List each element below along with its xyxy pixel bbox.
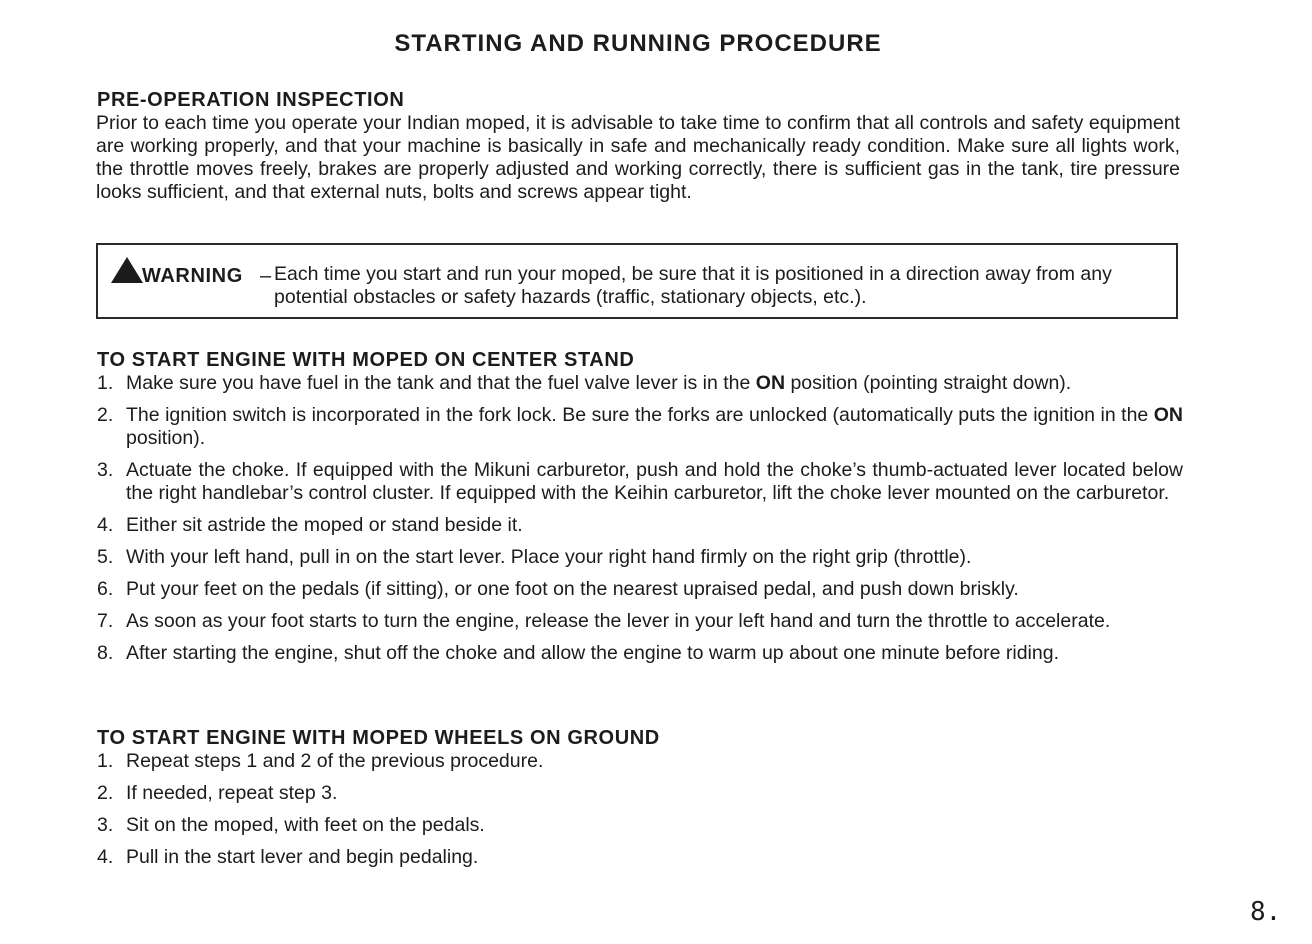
step-text: If needed, repeat step 3.	[126, 782, 338, 804]
warning-label: WARNING	[142, 265, 243, 287]
step-text: Either sit astride the moped or stand beside it.	[126, 514, 523, 536]
list-item	[97, 814, 1183, 837]
list-item	[97, 546, 1183, 569]
list-item	[97, 459, 1183, 505]
step-number: 1.	[97, 372, 114, 394]
warning-triangle-icon	[110, 256, 144, 284]
step-text: Pull in the start lever and begin pedaling.	[126, 846, 479, 868]
list-item	[97, 750, 1183, 773]
step-text-end: position (pointing straight down).	[785, 372, 1072, 394]
wheels-ground-steps	[97, 750, 1183, 869]
step-text: The ignition switch is incorporated in the fork lock. Be sure the forks are unlocked (automatically puts the ignition in the	[126, 404, 1154, 426]
warning-dash: –	[260, 265, 272, 287]
center-stand-steps	[97, 372, 1183, 665]
step-emphasis: ON	[755, 372, 786, 394]
step-text: As soon as your foot starts to turn the engine, release the lever in your left hand and turn the throttle to accelerate.	[126, 610, 1111, 632]
step-text: With your left hand, pull in on the start lever. Place your right hand firmly on the right grip (throttle).	[126, 546, 972, 568]
step-number: 8.	[97, 642, 114, 664]
step-text: Put your feet on the pedals (if sitting), or one foot on the nearest upraised pedal, and push down briskly.	[126, 578, 1019, 600]
step-number: 4.	[97, 514, 114, 536]
step-number: 1.	[97, 750, 114, 772]
list-item	[97, 578, 1183, 601]
step-number: 5.	[97, 546, 114, 568]
step-number: 3.	[97, 814, 114, 836]
step-text: Repeat steps 1 and 2 of the previous procedure.	[126, 750, 544, 772]
wheels-ground-heading: TO START ENGINE WITH MOPED WHEELS ON GROUND	[97, 727, 660, 749]
list-item	[97, 404, 1183, 450]
step-number: 2.	[97, 782, 114, 804]
list-item	[97, 846, 1183, 869]
list-item	[97, 610, 1183, 633]
center-stand-heading: TO START ENGINE WITH MOPED ON CENTER STAND	[97, 349, 635, 371]
warning-box	[96, 243, 1178, 319]
pre-operation-heading: PRE-OPERATION INSPECTION	[97, 89, 405, 111]
list-item	[97, 782, 1183, 805]
page-title: STARTING AND RUNNING PROCEDURE	[394, 30, 882, 57]
list-item	[97, 372, 1183, 395]
step-text-end: position).	[126, 427, 206, 449]
step-number: 2.	[97, 404, 114, 426]
step-number: 4.	[97, 846, 114, 868]
step-number: 6.	[97, 578, 114, 600]
step-text: Actuate the choke. If equipped with the Mikuni carburetor, push and hold the choke’s thumb-actuated lever located below the right handlebar’s control cluster. If equipped with the Keihin carburetor, lift the choke lever mounted on the carburetor.	[126, 459, 1183, 504]
step-number: 7.	[97, 610, 114, 632]
page-number: 8.	[1250, 897, 1282, 927]
step-text: Sit on the moped, with feet on the pedals.	[126, 814, 485, 836]
list-item	[97, 642, 1183, 665]
step-emphasis: ON	[1153, 404, 1183, 426]
pre-operation-paragraph: Prior to each time you operate your Indian moped, it is advisable to take time to confirm that all controls and safety equipment are working properly, and that your machine is basically in safe and mechanically ready condition. Make sure all lights work, the throttle moves freely, brakes are properly adjusted and working correctly, there is sufficient gas in the tank, tire pressure looks sufficient, and that external nuts, bolts and screws appear tight.	[96, 112, 1180, 203]
step-text: Make sure you have fuel in the tank and that the fuel valve lever is in the	[126, 372, 756, 394]
list-item	[97, 514, 1183, 537]
step-text: After starting the engine, shut off the choke and allow the engine to warm up about one minute before riding.	[126, 642, 1059, 664]
step-number: 3.	[97, 459, 114, 481]
warning-text: Each time you start and run your moped, be sure that it is positioned in a direction away from any potential obstacles or safety hazards (traffic, stationary objects, etc.).	[274, 263, 1112, 308]
